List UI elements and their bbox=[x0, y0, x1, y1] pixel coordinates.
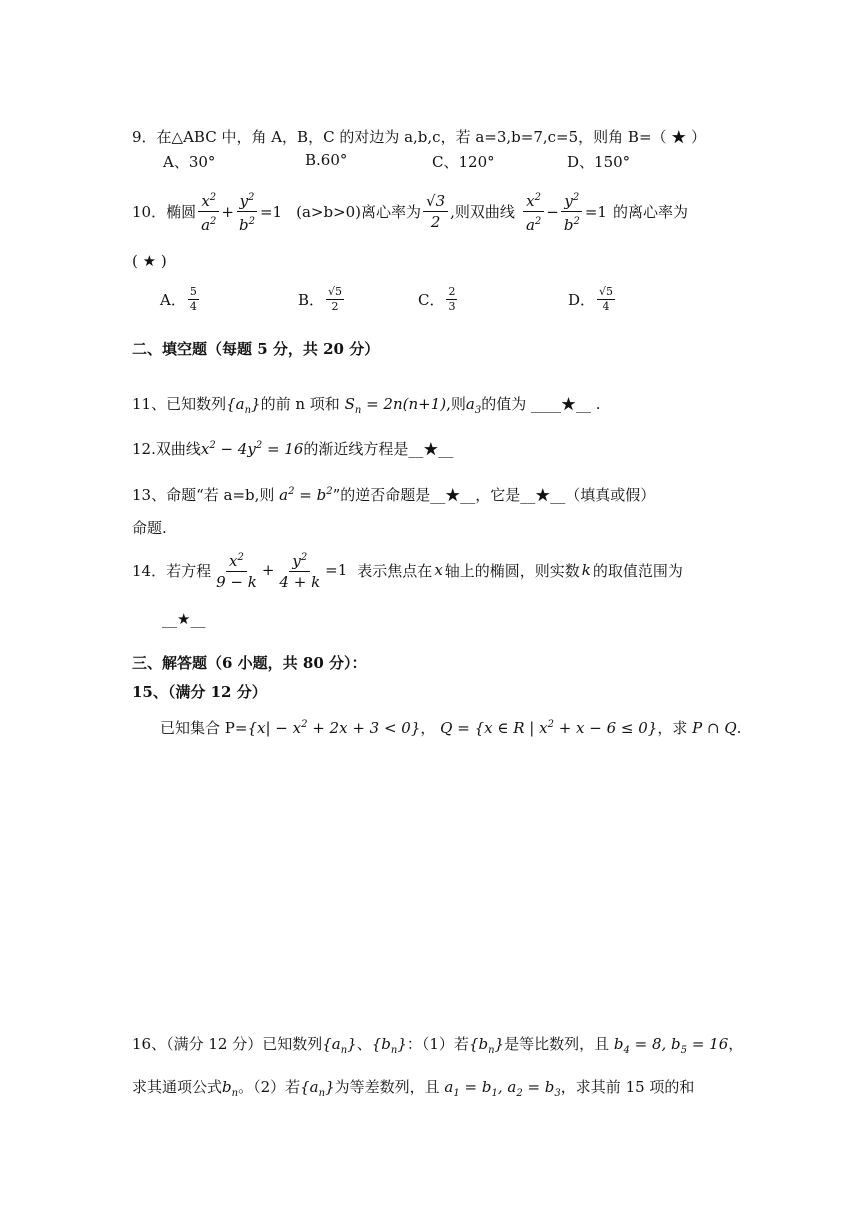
hyperbola-fraction-x: $\frac{x^2}{a^2}$ bbox=[523, 188, 544, 235]
question-10-stem: 10．椭圆 $\frac{x^2}{a^2}$ + $\frac{y^2}{b^2}$ =1 (a>b>0)离心率为 $\frac{√3}{2}$ ,则双曲线 $\frac{x^2}{a^2}$ − $\frac{y^2}{b^2}$ =1 的离心率为 bbox=[132, 188, 688, 235]
q9-option-a: A、30° bbox=[163, 153, 216, 171]
q10-option-d: D． $\frac{√5}{4}$ bbox=[568, 285, 614, 313]
question-16: 16、（满分 12 分）已知数列$\{a_n\}$、$\{b_n\}$：（1）若$\{b_n\}$是等比数列，且 $b_4 = 8$, $b_5 = 16$， bbox=[132, 1035, 744, 1056]
q9-option-b: B.60° bbox=[305, 151, 348, 169]
question-13: 13、命题“若 a=b,则 $a^2 = b^2$”的逆否命题是__★__，它是__★__（填真或假） bbox=[132, 486, 656, 504]
q9-option-d: D、150° bbox=[567, 153, 631, 171]
question-15-header: 15、（满分 12 分） bbox=[132, 683, 267, 701]
question-9-stem: 9．在△ABC 中，角 A，B，C 的对边为 a,b,c，若 a=3,b=7,c=5，则角 B=（ ★ ） bbox=[132, 128, 707, 146]
question-11: 11、已知数列$\{a_n\}$的前 n 项和 $S_n = 2n(n+1)$,则$a_3$的值为 ____★__ . bbox=[132, 395, 601, 416]
question-15-body: 已知集合 $P=\{x| - x^2 + 2x + 3 < 0\}$， Q = {x ∈ R | $x^2 + x - 6 \le 0$}，求 P ∩ Q. bbox=[160, 719, 742, 737]
question-14-line2: __★__ bbox=[162, 610, 206, 628]
q10-end: 的离心率为 bbox=[612, 203, 688, 221]
question-12: 12.双曲线$x^2 - 4y^2 = 16$的渐近线方程是__★__ bbox=[132, 440, 454, 458]
question-14: 14．若方程 $\frac{x^2}{9 - k}$ + $\frac{y^2}{4 + k}$ =1 表示焦点在 x 轴上的椭圆，则实数 k 的取值范围为 bbox=[132, 548, 683, 592]
question-16-line2: 求其通项公式$b_n$。（2）若$\{a_n\}$为等差数列，且 $a_1 = b_1$, $a_2 = b_3$，求其前 15 项的和 bbox=[132, 1078, 695, 1099]
q10-answer-paren: ( ★ ) bbox=[132, 252, 167, 270]
ellipse-fraction-x: $\frac{x^2}{a^2}$ bbox=[198, 188, 219, 235]
hyperbola-fraction-y: $\frac{y^2}{b^2}$ bbox=[561, 188, 583, 235]
section-3-heading: 三、解答题（6 小题，共 80 分）： bbox=[132, 654, 367, 672]
q9-option-c: C、120° bbox=[432, 153, 495, 171]
q10-number: 10．椭圆 bbox=[132, 203, 197, 221]
section-2-heading: 二、填空题（每题 5 分，共 20 分） bbox=[132, 340, 380, 358]
q10-option-b: B． $\frac{√5}{2}$ bbox=[298, 285, 343, 313]
ellipse-fraction-y: $\frac{y^2}{b^2}$ bbox=[236, 188, 258, 235]
q10-option-c: C． $\frac{2}{3}$ bbox=[418, 285, 456, 313]
question-13-line2: 命题. bbox=[132, 519, 167, 537]
q10-option-a: A． $\frac{5}{4}$ bbox=[160, 285, 197, 313]
q10-mid: ,则双曲线 bbox=[450, 203, 515, 221]
q10-condition: (a>b>0)离心率为 bbox=[296, 203, 422, 221]
eccentricity-fraction: $\frac{√3}{2}$ bbox=[423, 191, 448, 232]
